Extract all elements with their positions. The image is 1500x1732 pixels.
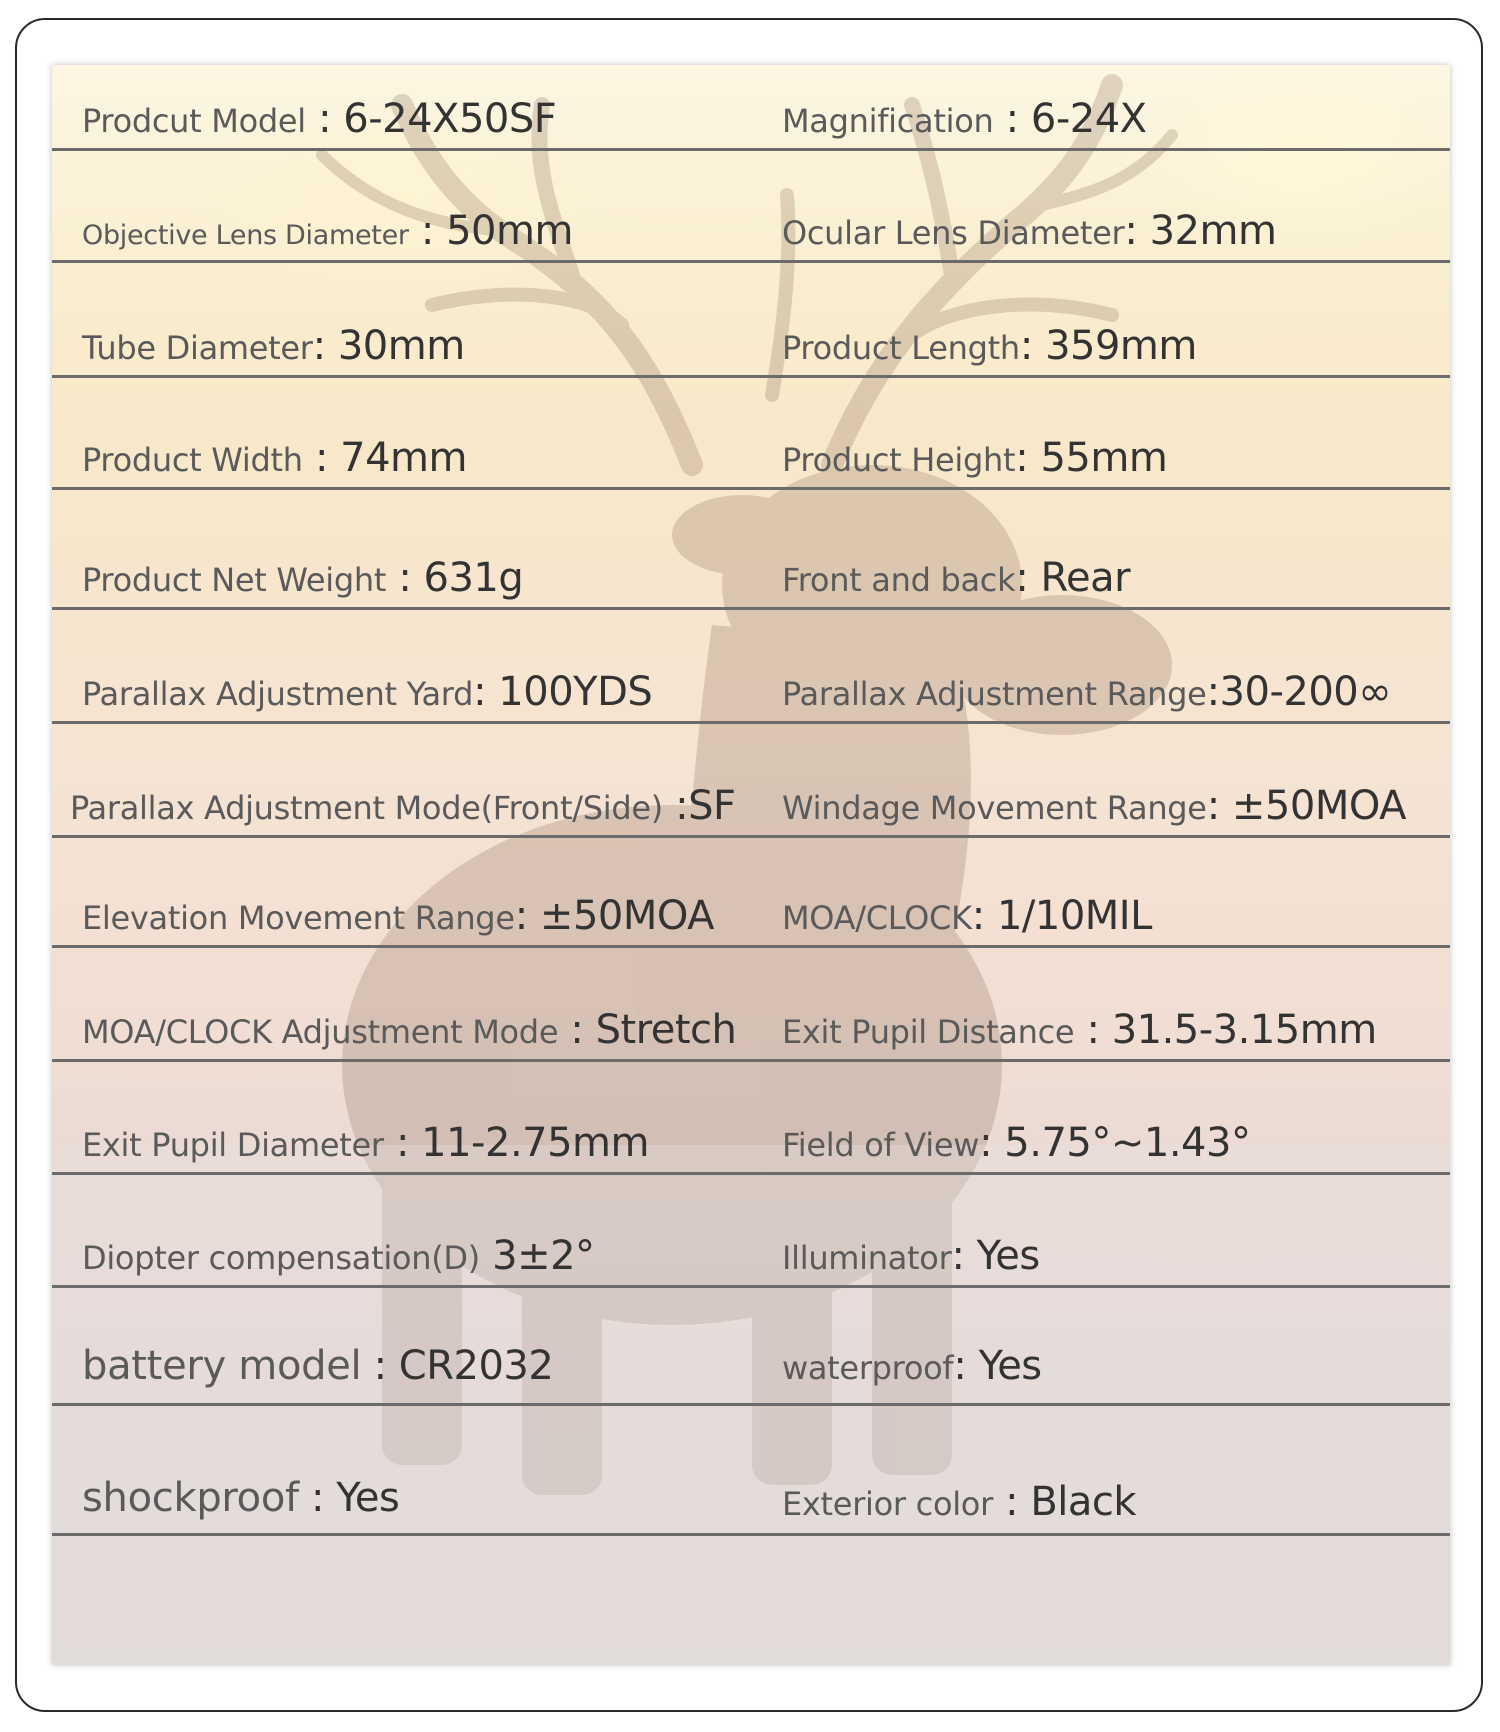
- spec-label: Product Length: [782, 329, 1020, 367]
- spec-label: MOA/CLOCK: [782, 899, 972, 937]
- spec-row: [52, 1062, 1450, 1175]
- spec-left: [82, 555, 523, 601]
- spec-right: [782, 893, 1152, 939]
- spec-separator: :: [558, 1007, 596, 1053]
- spec-separator: :: [408, 208, 447, 254]
- spec-label: Prodcut Model: [82, 102, 306, 140]
- spec-row: [52, 838, 1450, 948]
- spec-row: [52, 378, 1450, 490]
- spec-row: [52, 1406, 1450, 1536]
- spec-separator: :: [312, 323, 338, 369]
- spec-separator: :: [361, 1343, 399, 1389]
- spec-label: Exit Pupil Distance: [782, 1013, 1075, 1051]
- spec-value: CR2032: [398, 1343, 554, 1389]
- spec-left: [82, 208, 573, 254]
- spec-right: [782, 783, 1406, 829]
- spec-separator: :: [951, 1233, 977, 1279]
- spec-left: [70, 783, 736, 829]
- spec-right: [782, 669, 1391, 715]
- spec-separator: :: [383, 1120, 422, 1166]
- spec-left: [82, 323, 465, 369]
- spec-panel: [52, 65, 1450, 1665]
- spec-label: Objective Lens Diameter: [82, 220, 409, 251]
- spec-value: 3±2°: [492, 1233, 595, 1279]
- spec-value: ±50MOA: [1231, 783, 1406, 829]
- spec-label: Magnification: [782, 102, 994, 140]
- spec-label: battery model: [82, 1343, 362, 1389]
- spec-row: [52, 490, 1450, 610]
- spec-right: [782, 1479, 1136, 1525]
- spec-separator: :: [298, 1475, 337, 1521]
- spec-value: 5.75°~1.43°: [1004, 1120, 1251, 1166]
- spec-right: [782, 555, 1130, 601]
- spec-left: [82, 669, 652, 715]
- spec-label: Windage Movement Range: [782, 789, 1207, 827]
- spec-label: Ocular Lens Diameter: [782, 214, 1125, 252]
- spec-value: Rear: [1040, 555, 1131, 601]
- spec-label: Product Width: [82, 441, 303, 479]
- spec-separator: :: [971, 893, 997, 939]
- spec-separator: :: [1015, 555, 1041, 601]
- spec-separator: :: [473, 669, 499, 715]
- spec-row: [52, 1175, 1450, 1288]
- spec-value: 30-200∞: [1219, 669, 1392, 715]
- spec-label: shockproof: [82, 1475, 299, 1521]
- spec-separator: :: [953, 1343, 979, 1389]
- spec-left: [82, 435, 467, 481]
- spec-value: Yes: [976, 1233, 1040, 1279]
- spec-right: [782, 435, 1167, 481]
- spec-label: Tube Diameter: [82, 329, 313, 367]
- spec-value: 359mm: [1045, 323, 1197, 369]
- spec-value: 100YDS: [498, 669, 653, 715]
- spec-label: MOA/CLOCK Adjustment Mode: [82, 1013, 559, 1051]
- spec-label: Diopter compensation(D): [82, 1239, 480, 1277]
- spec-left: [82, 1007, 736, 1053]
- spec-separator: :: [1124, 208, 1150, 254]
- spec-value: 74mm: [340, 435, 467, 481]
- spec-row: [52, 724, 1450, 838]
- spec-label: Exit Pupil Diameter: [82, 1126, 384, 1164]
- spec-separator: :: [1015, 435, 1041, 481]
- spec-value: 55mm: [1040, 435, 1168, 481]
- spec-right: [782, 96, 1147, 142]
- spec-separator: :: [386, 555, 424, 601]
- spec-right: [782, 1007, 1377, 1053]
- spec-separator: :: [1074, 1007, 1112, 1053]
- spec-value: 31.5-3.15mm: [1111, 1007, 1377, 1053]
- spec-value: 631g: [423, 555, 524, 601]
- spec-value: 50mm: [446, 208, 573, 254]
- spec-row: [52, 948, 1450, 1062]
- spec-right: [782, 208, 1276, 254]
- spec-separator: :: [1206, 783, 1232, 829]
- spec-separator: :: [514, 893, 540, 939]
- spec-separator: :: [662, 783, 689, 829]
- spec-value: 30mm: [337, 323, 465, 369]
- spec-label: Parallax Adjustment Yard: [82, 675, 474, 713]
- spec-right: [782, 1343, 1042, 1389]
- spec-left: [82, 1343, 553, 1389]
- spec-left: [82, 1475, 399, 1521]
- spec-separator: :: [302, 435, 341, 481]
- spec-row: [52, 65, 1450, 151]
- spec-label: waterproof: [782, 1349, 954, 1387]
- spec-label: Product Height: [782, 441, 1016, 479]
- spec-label: Parallax Adjustment Mode(Front/Side): [70, 789, 663, 827]
- spec-left: [82, 96, 556, 142]
- spec-value: ±50MOA: [539, 893, 714, 939]
- spec-right: [782, 1120, 1250, 1166]
- spec-value: SF: [688, 783, 736, 829]
- spec-label: Parallax Adjustment Range: [782, 675, 1207, 713]
- spec-label: Illuminator: [782, 1239, 952, 1277]
- spec-right: [782, 323, 1197, 369]
- spec-left: [82, 1233, 595, 1279]
- spec-separator: :: [992, 1479, 1031, 1525]
- spec-right: [782, 1233, 1040, 1279]
- spec-row: [52, 151, 1450, 263]
- spec-value: 1/10MIL: [996, 893, 1152, 939]
- spec-label: Field of View: [782, 1126, 980, 1164]
- spec-separator: [480, 1233, 492, 1279]
- spec-separator: :: [979, 1120, 1005, 1166]
- spec-row: [52, 263, 1450, 378]
- spec-label: Front and back: [782, 561, 1016, 599]
- spec-label: Product Net Weight: [82, 561, 387, 599]
- spec-value: 6-24X: [1030, 96, 1147, 142]
- spec-value: 32mm: [1149, 208, 1277, 254]
- spec-label: Exterior color: [782, 1485, 993, 1523]
- spec-value: 11-2.75mm: [421, 1120, 649, 1166]
- spec-row: [52, 1288, 1450, 1406]
- spec-label: Elevation Movement Range: [82, 899, 515, 937]
- spec-left: [82, 893, 714, 939]
- spec-value: Yes: [978, 1343, 1042, 1389]
- spec-value: Black: [1030, 1479, 1137, 1525]
- spec-value: Yes: [336, 1475, 400, 1521]
- spec-separator: :: [305, 96, 344, 142]
- spec-value: 6-24X50SF: [343, 96, 557, 142]
- spec-row: [52, 610, 1450, 724]
- spec-value: Stretch: [595, 1007, 737, 1053]
- spec-left: [82, 1120, 649, 1166]
- spec-separator: :: [1206, 669, 1220, 715]
- spec-separator: :: [1019, 323, 1046, 369]
- spec-separator: :: [993, 96, 1031, 142]
